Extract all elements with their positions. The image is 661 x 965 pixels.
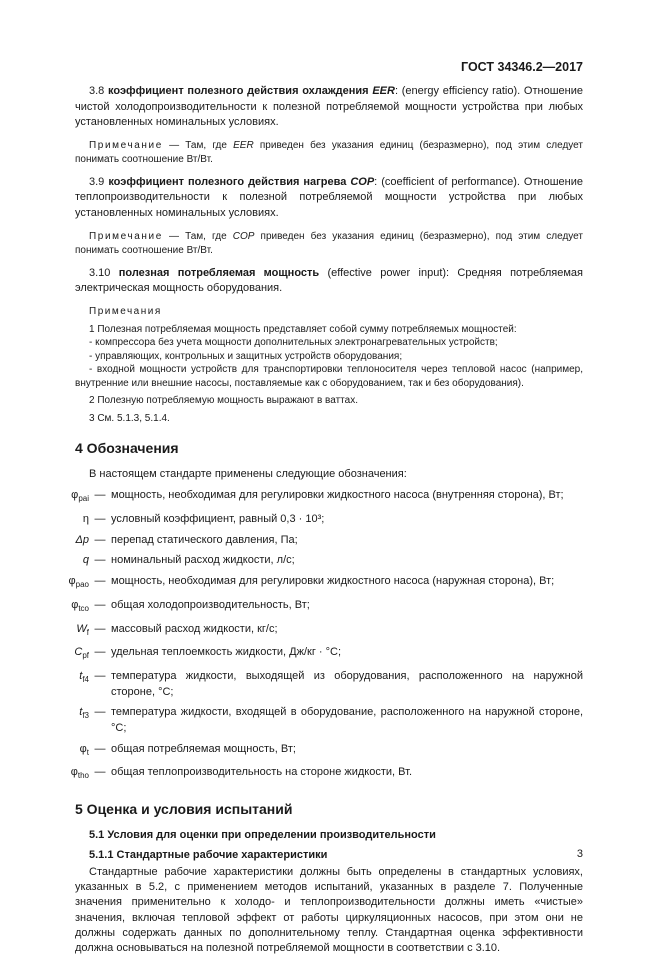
symbol-description: массовый расход жидкости, кг/с; xyxy=(111,622,278,635)
symbol: $\varphi_{tho}$ xyxy=(70,766,89,781)
note-abbr: COP xyxy=(232,230,255,242)
clause-abbr: COP xyxy=(350,175,375,188)
symbol: $\varphi_t$ xyxy=(79,742,89,757)
note-2: 2 Полезную потребляемую мощность выражают в ваттах. xyxy=(89,395,358,407)
clause-number: 3.10 xyxy=(89,266,111,279)
note-text: — Там, где xyxy=(162,230,233,242)
subsection-5-1: 5.1 Условия для оценки при определении производительности xyxy=(89,828,436,841)
symbol-row xyxy=(70,765,583,784)
section-5-paragraph: Стандартные рабочие характеристики должны быть определены в стандартных условиях, указанных в 5.2, с применением методов испытаний, указанных в разделе 7. Полученные значения применительно к холодо- и теплопроизводительности должны иметь «чистые» значения, включая тепловой эффект от работы циркуляционных насосов, при этом они не должны содержать данных по дополнительному теплу. Стандартная оценка эффективности должна основываться на полезной потребляемой мощности в соответствии с 3.10. xyxy=(75,865,583,955)
symbol: $t_{f3}$ xyxy=(79,706,89,721)
section-4-title: 4 Обозначения xyxy=(75,440,179,457)
clause-term: полезная потребляемая мощность xyxy=(118,266,320,279)
symbol: q xyxy=(82,554,89,567)
page-body xyxy=(68,84,583,965)
symbol: $\varphi_{pao}$ xyxy=(68,575,89,590)
symbol-description: мощность, необходимая для регулировки жидкостного насоса (наружная сторона), Вт; xyxy=(111,575,555,587)
symbol: Δp xyxy=(75,533,89,546)
symbol: $\varphi_{pai}$ xyxy=(71,489,89,504)
symbol-row xyxy=(75,645,583,664)
note-abbr: EER xyxy=(233,139,254,151)
symbols-list xyxy=(68,488,583,784)
symbol-dash: — xyxy=(94,670,106,683)
note-1-item: - компрессора без учета мощности дополнительных электронагревательных устройств; xyxy=(89,337,498,349)
symbol-row xyxy=(71,488,583,507)
symbol-description: общая холодопроизводительность, Вт; xyxy=(111,598,310,611)
clause-number: 3.9 xyxy=(89,175,105,188)
note-label: Примечание xyxy=(89,230,163,242)
symbol-description: условный коэффициент, равный 0,3 · 10³; xyxy=(111,513,325,526)
section-4-intro: В настоящем стандарте применены следующие обозначения: xyxy=(89,467,407,480)
symbol-description: удельная теплоемкость жидкости, Дж/кг · °С; xyxy=(111,646,342,659)
symbol: $t_{f4}$ xyxy=(79,670,89,685)
clause-text: : (coefficient of performance). Отношение теплопроизводительности к полезной потребляемой мощности устройства при любых установленных номинальных условиях. xyxy=(75,175,583,219)
clause-abbr: EER xyxy=(372,85,395,97)
clause-term: коэффициент полезного действия нагрева xyxy=(108,175,347,188)
symbol-dash: — xyxy=(94,575,106,587)
clause-term: коэффициент полезного действия охлаждения xyxy=(108,85,369,97)
symbol-description: температура жидкости, выходящей из оборудования, расположенного на наружной стороне, °С; xyxy=(111,670,583,698)
symbol-row xyxy=(75,553,583,569)
page-number: 3 xyxy=(576,848,583,860)
clause-3-10 xyxy=(75,266,583,297)
clause-3-9 xyxy=(75,175,583,222)
symbol-row xyxy=(75,622,583,641)
note-3: 3 См. 5.1.3, 5.1.4. xyxy=(89,412,170,424)
note-3-8 xyxy=(75,139,583,167)
symbol: $\varphi_{tco}$ xyxy=(71,598,89,613)
note-3-9 xyxy=(75,230,583,258)
symbol-row xyxy=(75,512,583,528)
symbol-description: мощность, необходимая для регулировки жидкостного насоса (внутренняя сторона), Вт; xyxy=(111,489,564,502)
clause-number: 3.8 xyxy=(89,85,105,97)
symbol-description: общая теплопроизводительность на стороне жидкости, Вт. xyxy=(111,766,413,779)
symbol-dash: — xyxy=(94,742,106,755)
symbol-dash: — xyxy=(94,489,106,502)
symbol-dash: — xyxy=(94,706,106,719)
symbol-description: перепад статического давления, Па; xyxy=(111,533,298,546)
symbol-dash: — xyxy=(94,554,106,567)
note-1-item: - управляющих, контрольных и защитных устройств оборудования; xyxy=(89,350,403,362)
symbol-dash: — xyxy=(94,622,106,635)
symbol-dash: — xyxy=(94,598,106,611)
symbol-row xyxy=(75,533,583,549)
note-1-item: - входной мощности устройств для транспортировки теплоносителя через тепловой насос (например, внутренние или внешние насосы, поставляемые как с оборудованием, так и без оборудования). xyxy=(75,364,583,389)
symbol-row xyxy=(71,598,583,617)
symbol-row xyxy=(75,669,583,700)
symbol: $W_f$ xyxy=(76,622,89,637)
symbol-row xyxy=(68,574,583,593)
symbol-dash: — xyxy=(94,766,106,779)
symbol: η xyxy=(82,513,89,526)
clause-3-8 xyxy=(75,84,583,131)
subsection-5-1-1: 5.1.1 Стандартные рабочие характеристики xyxy=(89,849,328,862)
note-label: Примечание xyxy=(89,139,163,151)
note-1: 1 Полезная потребляемая мощность представляет собой сумму потребляемых мощностей: xyxy=(89,323,517,335)
symbol-row xyxy=(75,705,583,736)
symbol-dash: — xyxy=(94,646,106,659)
symbol-description: температура жидкости, входящей в оборудование, расположенного на наружной стороне, °С; xyxy=(111,706,583,734)
note-text: приведен без указания единиц (безразмерно), под этим следует понимать соотношение Вт/Вт. xyxy=(75,139,583,165)
symbol-row xyxy=(75,742,583,761)
symbol-description: номинальный расход жидкости, л/с; xyxy=(111,554,295,567)
note-text: — Там, где xyxy=(162,139,234,151)
note-text: приведен без указания единиц (безразмерно), под этим следует понимать соотношение Вт/Вт. xyxy=(75,230,583,256)
standard-header: ГОСТ 34346.2—2017 xyxy=(461,60,583,74)
symbol-dash: — xyxy=(94,533,106,546)
symbol-dash: — xyxy=(94,513,106,526)
clause-text: : (energy efficiency ratio). Отношение чистой холодопроизводительности к полезной потребляемой мощности устройства при любых установленных номинальных условиях. xyxy=(75,85,583,129)
section-5-title: 5 Оценка и условия испытаний xyxy=(75,801,293,818)
symbol: $C_{pf}$ xyxy=(74,646,89,661)
symbol-description: общая потребляемая мощность, Вт; xyxy=(111,742,296,755)
clause-text: (effective power input): Средняя потребляемая электрическая мощность оборудования. xyxy=(75,266,583,295)
notes-heading: Примечания xyxy=(89,305,162,317)
